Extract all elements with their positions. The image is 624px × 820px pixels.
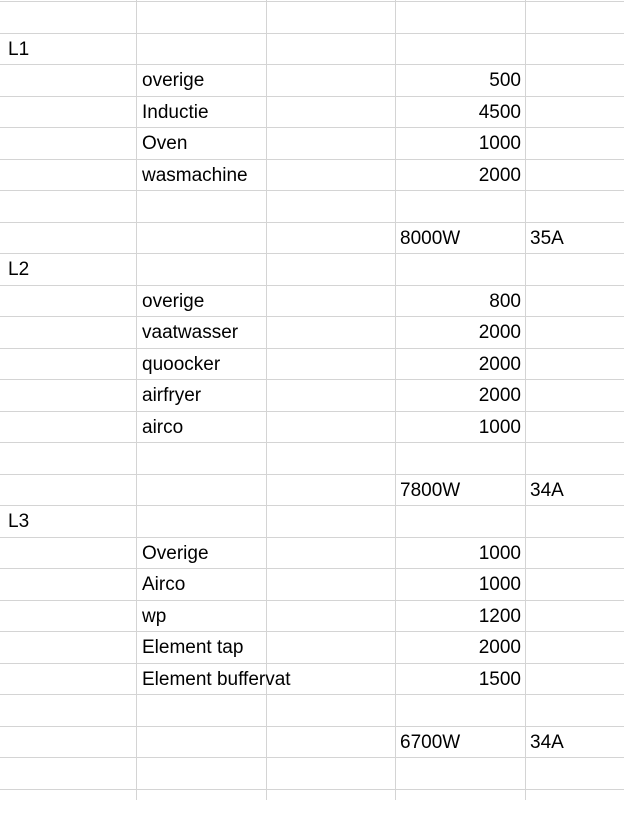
cell-c3[interactable]	[530, 663, 624, 694]
cell-c0[interactable]	[8, 316, 136, 347]
cell-c0[interactable]	[8, 159, 136, 190]
cell-c2[interactable]: 2000	[478, 354, 521, 375]
cell-c1[interactable]	[142, 757, 394, 788]
cell-c0[interactable]	[8, 96, 136, 127]
cell-c0[interactable]	[8, 726, 136, 757]
cell-c2[interactable]: 4500	[478, 102, 521, 123]
cell-c1[interactable]: Inductie	[142, 102, 209, 123]
cell-c2[interactable]	[396, 190, 521, 221]
cell-c2[interactable]	[396, 442, 521, 473]
cell-c3[interactable]	[530, 789, 624, 820]
cell-c1[interactable]: Oven	[142, 133, 188, 154]
cell-c2[interactable]: 1000	[478, 417, 521, 438]
cell-c2[interactable]: 2000	[478, 385, 521, 406]
cell-c3[interactable]	[530, 757, 624, 788]
cell-c0[interactable]	[8, 190, 136, 221]
cell-c3[interactable]	[530, 190, 624, 221]
cell-c2[interactable]	[396, 694, 521, 725]
cell-c0[interactable]	[8, 222, 136, 253]
cell-c0[interactable]	[8, 663, 136, 694]
cell-c1[interactable]	[142, 694, 394, 725]
cell-c3[interactable]	[530, 316, 624, 347]
cell-c2[interactable]: 500	[489, 70, 521, 91]
cell-c1[interactable]	[142, 253, 394, 284]
cell-c3[interactable]	[530, 537, 624, 568]
column-gridline	[525, 0, 526, 800]
cell-c3[interactable]	[530, 442, 624, 473]
cell-c1[interactable]: airfryer	[142, 385, 202, 406]
cell-c3[interactable]	[530, 64, 624, 95]
cell-c2[interactable]: 7800W	[400, 480, 461, 501]
cell-c1[interactable]: vaatwasser	[142, 322, 239, 343]
cell-c1[interactable]: wasmachine	[142, 165, 248, 186]
column-gridline	[136, 0, 137, 800]
cell-c1[interactable]	[142, 1, 394, 32]
cell-c2[interactable]	[396, 789, 521, 820]
cell-c0[interactable]	[8, 64, 136, 95]
cell-c3[interactable]	[530, 33, 624, 64]
cell-c2[interactable]: 1200	[478, 606, 521, 627]
cell-c1[interactable]	[142, 474, 394, 505]
cell-c2[interactable]	[396, 757, 521, 788]
cell-c2[interactable]: 6700W	[400, 732, 461, 753]
cell-c0[interactable]	[8, 694, 136, 725]
cell-c3[interactable]: 34A	[530, 732, 564, 753]
cell-c1[interactable]: Overige	[142, 543, 209, 564]
cell-c3[interactable]	[530, 1, 624, 32]
cell-c0[interactable]	[8, 537, 136, 568]
cell-c1[interactable]	[142, 505, 394, 536]
cell-c2[interactable]: 8000W	[400, 228, 461, 249]
cell-c0[interactable]	[8, 411, 136, 442]
cell-c2[interactable]	[396, 33, 521, 64]
cell-c3[interactable]	[530, 631, 624, 662]
cell-c0[interactable]	[8, 379, 136, 410]
cell-c0[interactable]	[8, 127, 136, 158]
cell-c3[interactable]	[530, 96, 624, 127]
cell-c1[interactable]: Airco	[142, 574, 186, 595]
cell-c0[interactable]	[8, 631, 136, 662]
cell-c3[interactable]	[530, 568, 624, 599]
cell-c0[interactable]	[8, 1, 136, 32]
cell-c1[interactable]	[142, 190, 394, 221]
cell-c1[interactable]: Element tap	[142, 637, 244, 658]
cell-c1[interactable]: Element buffervat	[142, 669, 291, 690]
cell-c2[interactable]: 800	[489, 291, 521, 312]
cell-c2[interactable]: 2000	[478, 637, 521, 658]
cell-c0[interactable]	[8, 568, 136, 599]
cell-c1[interactable]: wp	[142, 606, 167, 627]
cell-c2[interactable]: 2000	[478, 322, 521, 343]
cell-c2[interactable]: 1000	[478, 574, 521, 595]
cell-c2[interactable]	[396, 253, 521, 284]
cell-c3[interactable]	[530, 285, 624, 316]
cell-c1[interactable]	[142, 442, 394, 473]
cell-c3[interactable]	[530, 159, 624, 190]
cell-c2[interactable]	[396, 1, 521, 32]
cell-c0[interactable]: L1	[8, 39, 30, 60]
cell-c3[interactable]	[530, 253, 624, 284]
cell-c1[interactable]: overige	[142, 70, 205, 91]
cell-c1[interactable]: quoocker	[142, 354, 221, 375]
cell-c3[interactable]	[530, 600, 624, 631]
cell-c0[interactable]	[8, 789, 136, 820]
cell-c0[interactable]	[8, 474, 136, 505]
cell-c2[interactable]	[396, 505, 521, 536]
cell-c1[interactable]	[142, 222, 394, 253]
cell-c3[interactable]	[530, 694, 624, 725]
cell-c3[interactable]: 35A	[530, 228, 564, 249]
cell-c0[interactable]	[8, 442, 136, 473]
cell-c0[interactable]: L3	[8, 511, 30, 532]
cell-c0[interactable]	[8, 285, 136, 316]
cell-c2[interactable]: 1000	[478, 133, 521, 154]
cell-c1[interactable]	[142, 726, 394, 757]
cell-c1[interactable]: airco	[142, 417, 184, 438]
cell-c1[interactable]: overige	[142, 291, 205, 312]
cell-c3[interactable]	[530, 411, 624, 442]
cell-c2[interactable]: 2000	[478, 165, 521, 186]
cell-c3[interactable]	[530, 505, 624, 536]
cell-c1[interactable]	[142, 33, 394, 64]
cell-c3[interactable]: 34A	[530, 480, 564, 501]
cell-c0[interactable]: L2	[8, 259, 30, 280]
cell-c1[interactable]	[142, 789, 394, 820]
cell-c3[interactable]	[530, 348, 624, 379]
cell-c2[interactable]: 1000	[478, 543, 521, 564]
cell-c3[interactable]	[530, 379, 624, 410]
cell-c3[interactable]	[530, 127, 624, 158]
cell-c2[interactable]: 1500	[478, 669, 521, 690]
cell-c0[interactable]	[8, 348, 136, 379]
cell-c0[interactable]	[8, 757, 136, 788]
cell-c0[interactable]	[8, 600, 136, 631]
